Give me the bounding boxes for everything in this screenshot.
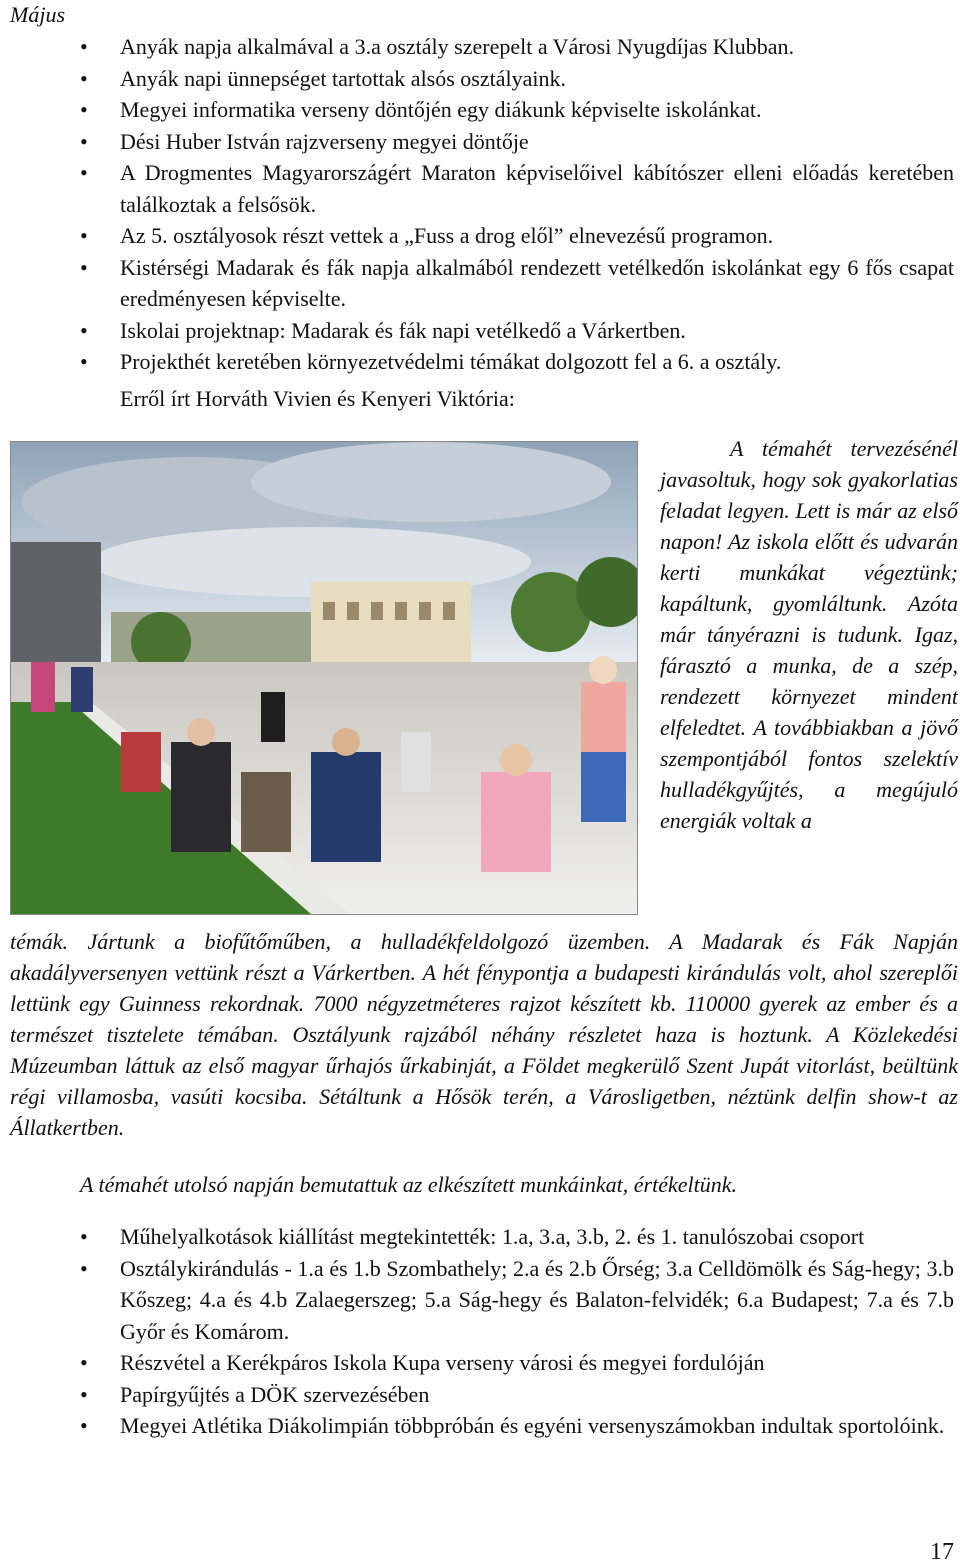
closing-line: A témahét utolsó napján bemutattuk az elkészített munkáinkat, értékeltünk. bbox=[80, 1172, 738, 1197]
page-number: 17 bbox=[930, 1539, 954, 1565]
section-heading: Május bbox=[10, 2, 65, 27]
outdoor-photo bbox=[10, 441, 638, 915]
list-item: • Anyák napja alkalmával a 3.a osztály szerepelt a Városi Nyugdíjas Klubban. bbox=[0, 31, 960, 63]
photo-side-text bbox=[660, 433, 958, 836]
list-item: • Iskolai projektnap: Madarak és fák napi vetélkedő a Várkertben. bbox=[0, 315, 960, 347]
side-paragraph: A témahét tervezésénél javasoltuk, hogy sok gyakorlatias feladat legyen. Lett is már az első napon! Az iskola előtt és udvarán kerti munkákat végeztünk; kapáltunk, gyomláltunk. Azóta már tányérazni is tudunk. Igaz, fárasztó a munka, de a szép, rendezett környezet mindent elfeledtet. A továbbiakban a jövő szempontjából fontos szelektív hulladékgyűjtés, a megújuló energiák voltak a bbox=[660, 436, 958, 833]
list-item: • A Drogmentes Magyarországért Maraton képviselőivel kábítószer elleni előadás keretében találkoztak a felsősök. bbox=[0, 157, 960, 220]
photo-illustration bbox=[11, 442, 637, 914]
event-list-further bbox=[0, 1221, 960, 1442]
list-item: • Osztálykirándulás - 1.a és 1.b Szombathely; 2.a és 2.b Őrség; 3.a Celldömölk és Ság-hegy; 3.b Kőszeg; 4.a és 4.b Zalaegerszeg; 5.a Ság-hegy és Balaton-felvidék; 6.a Budapest; 7.a és 7.b Győr és Komárom. bbox=[0, 1253, 960, 1348]
list-item: • Az 5. osztályosok részt vettek a „Fuss a drog elől” elnevezésű programon. bbox=[0, 220, 960, 252]
list-item: • Papírgyűjtés a DÖK szervezésében bbox=[0, 1379, 960, 1411]
intro-line: Erről írt Horváth Vivien és Kenyeri Viktória: bbox=[120, 386, 515, 411]
list-item: • Részvétel a Kerékpáros Iskola Kupa verseny városi és megyei fordulóján bbox=[0, 1347, 960, 1379]
report-continuation bbox=[10, 926, 958, 1143]
list-item: • Anyák napi ünnepséget tartottak alsós osztályaink. bbox=[0, 63, 960, 95]
event-list-may bbox=[0, 31, 960, 378]
list-item: • Dési Huber István rajzverseny megyei döntője bbox=[0, 126, 960, 158]
list-item: • Műhelyalkotások kiállítást megtekintették: 1.a, 3.a, 3.b, 2. és 1. tanulószobai csoport bbox=[0, 1221, 960, 1253]
list-item: • Kistérségi Madarak és fák napja alkalmából rendezett vetélkedőn iskolánkat egy 6 fős csapat eredményesen képviselte. bbox=[0, 252, 960, 315]
list-item: • Megyei informatika verseny döntőjén egy diákunk képviselte iskolánkat. bbox=[0, 94, 960, 126]
list-item: • Megyei Atlétika Diákolimpián többpróbán és egyéni versenyszámokban indultak sportolóink. bbox=[0, 1410, 960, 1442]
list-item: • Projekthét keretében környezetvédelmi témákat dolgozott fel a 6. a osztály. bbox=[0, 346, 960, 378]
bottom-paragraph: témák. Jártunk a biofűtőműben, a hulladékfeldolgozó üzemben. A Madarak és Fák Napján akadályversenyen vettünk részt a Várkertben. A hét fénypontja a budapesti kirándulás volt, ahol szereplői lettünk egy Guinness rekordnak. 7000 négyzetméteres rajzot készített kb. 110000 gyerek az ember és a természet tisztelete témában. Osztályunk rajzából néhány részletet haza is hoztunk. A Közlekedési Múzeumban láttuk az első magyar űrhajós űrkabinját, a Földet megkerülő Szent Jupát vitorlást, beültünk régi villamosba, vasúti kocsiba. Sétáltunk a Hősök terén, a Városligetben, néztünk delfin show-t az Állatkertben. bbox=[10, 929, 958, 1140]
